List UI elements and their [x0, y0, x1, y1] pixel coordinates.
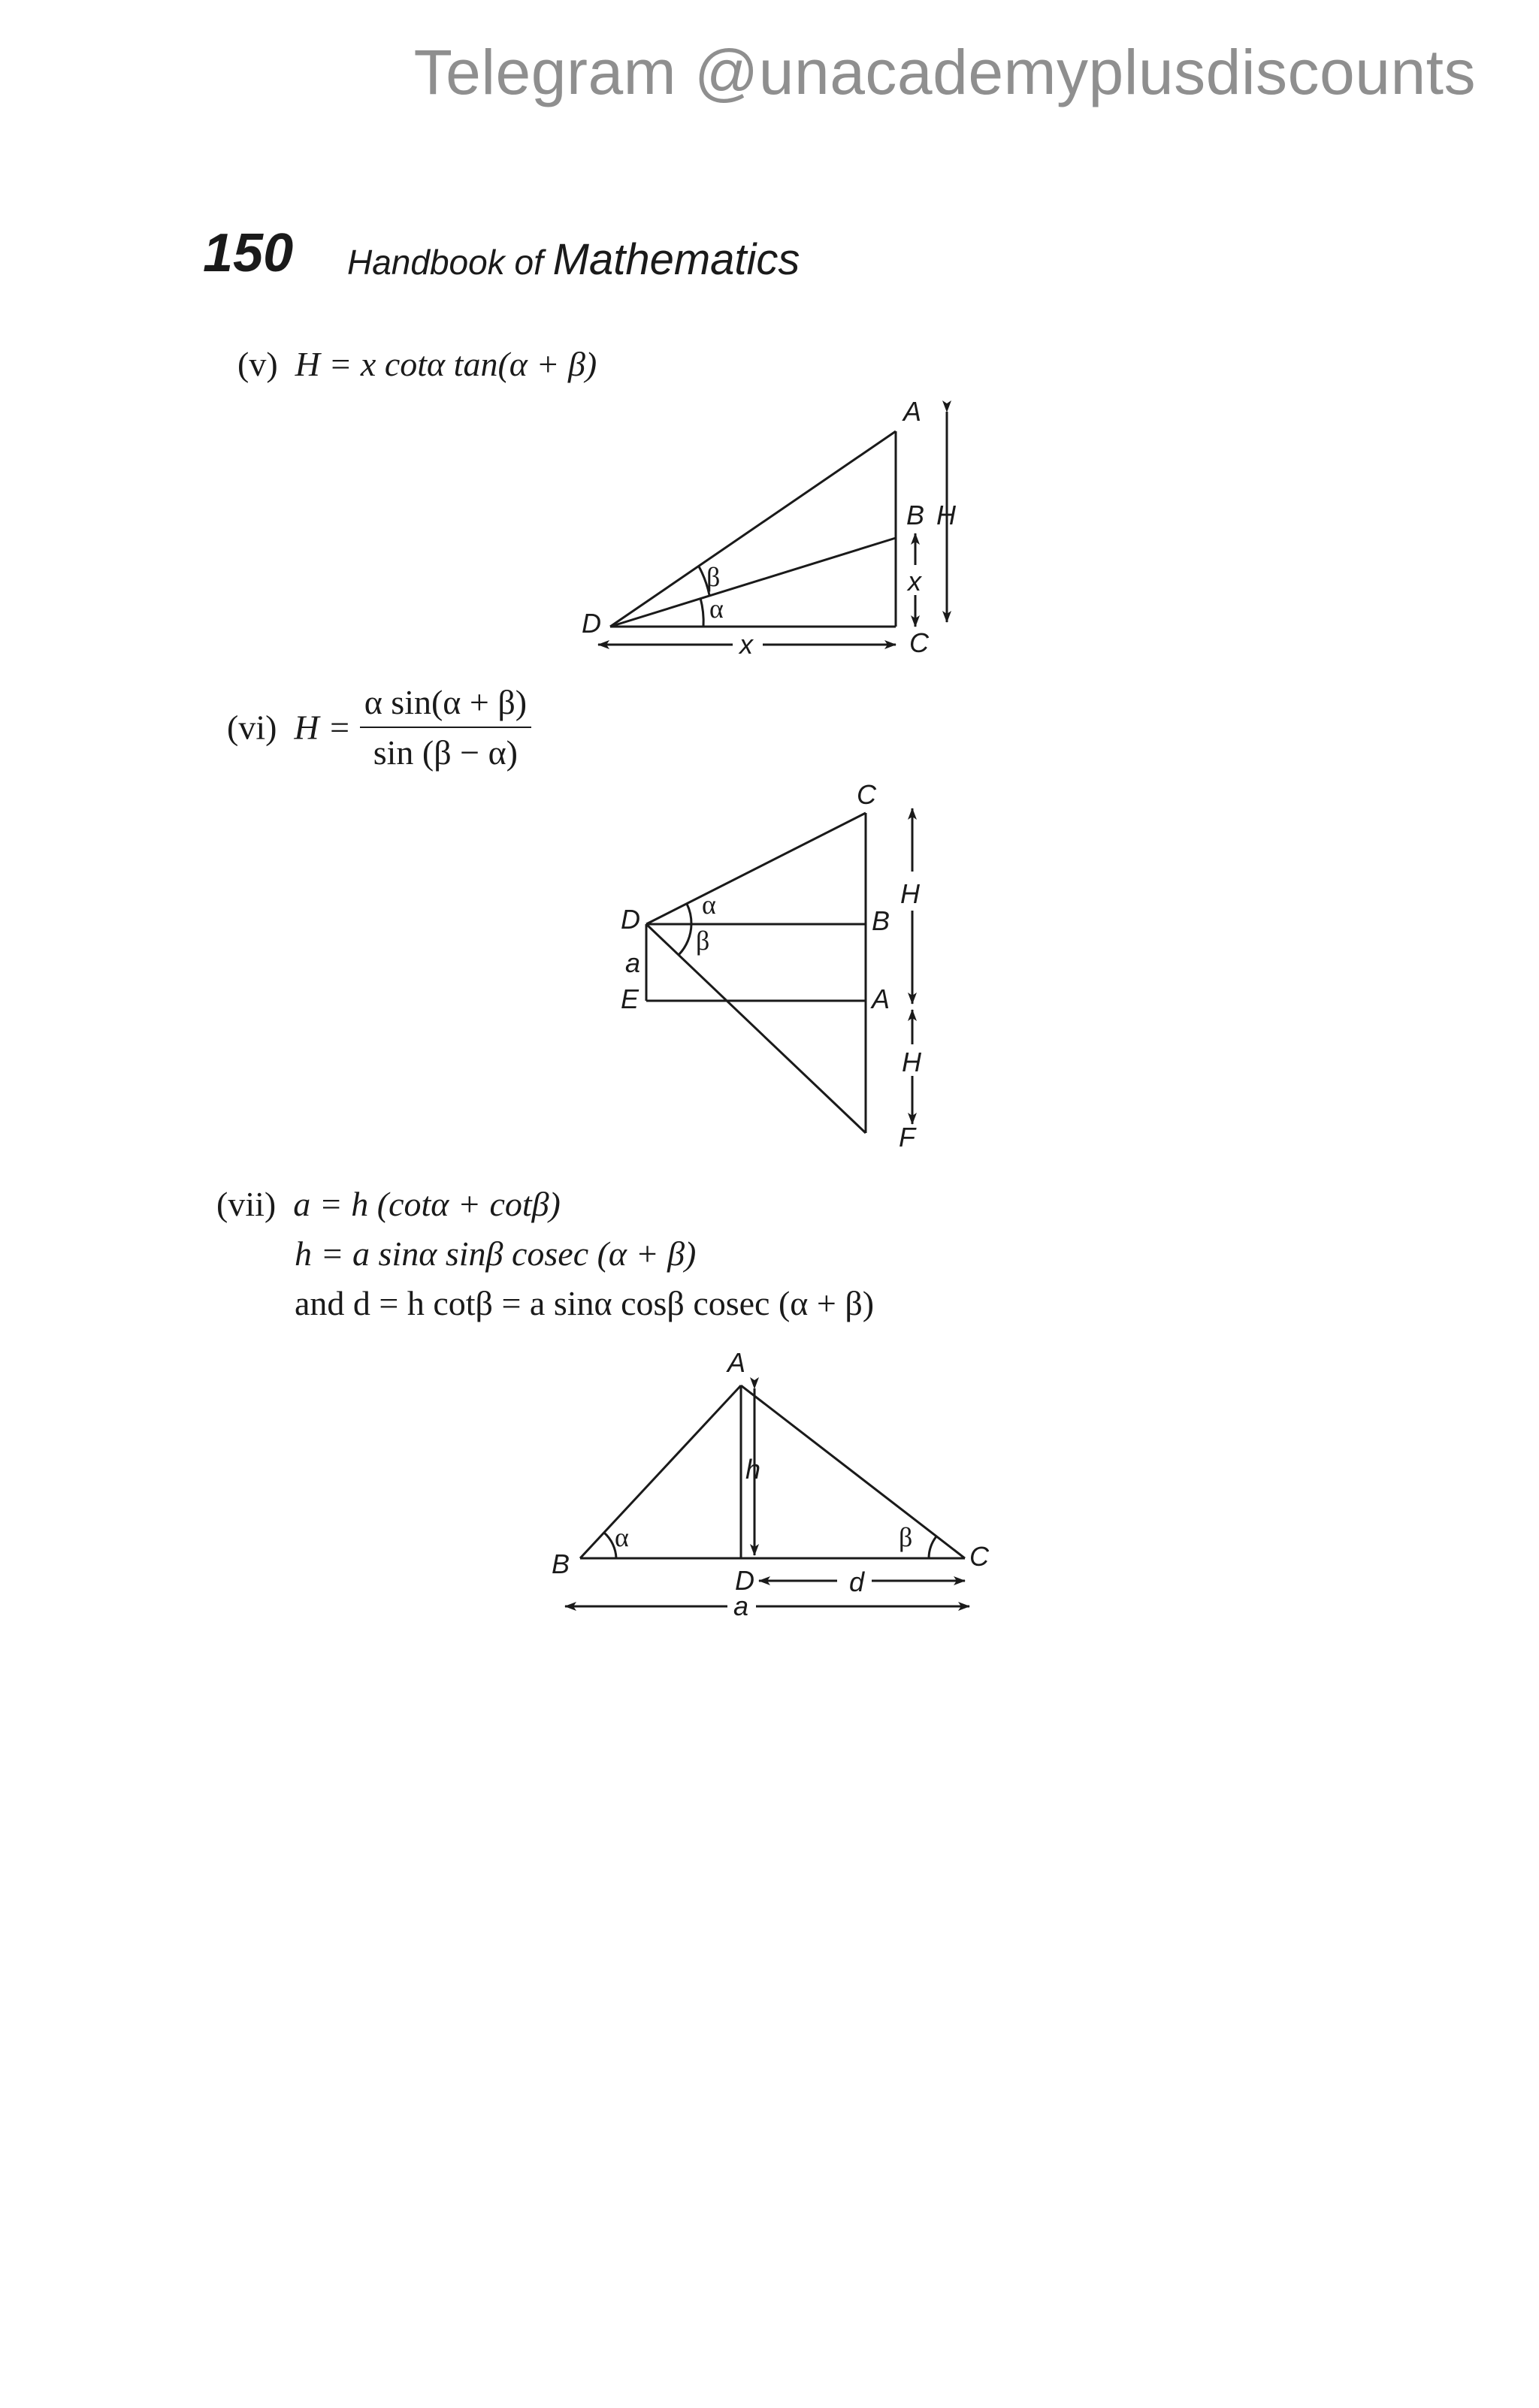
fig-vi-label-E: E [621, 983, 639, 1014]
formula-vi-label: (vi) [227, 708, 277, 747]
fig-vii-angle-beta-arc [929, 1536, 936, 1558]
fig-v-label-alpha: α [709, 594, 724, 624]
fig-vi-line-DC [646, 813, 866, 924]
figure-vi [646, 808, 912, 1133]
fig-v-label-beta: β [706, 562, 721, 592]
fig-vii-label-h: h [745, 1454, 761, 1485]
formula-vi-denominator: sin (β − α) [373, 733, 518, 772]
fig-v-label-H: H [936, 500, 956, 530]
page-number: 150 [203, 223, 294, 283]
fig-vi-label-H-upper: H [900, 878, 920, 909]
fig-vii-label-C: C [969, 1541, 989, 1572]
formula-vii-line2: h = a sinα sinβ cosec (α + β) [295, 1234, 697, 1273]
fig-v-label-B: B [906, 500, 925, 530]
formula-vi-numerator: α sin(α + β) [360, 682, 531, 728]
fig-v-label-x-vertical: x [908, 566, 921, 597]
fig-vi-label-D: D [621, 904, 640, 935]
fig-v-line-DB [610, 538, 896, 627]
fig-vi-angle-beta-arc [679, 924, 691, 955]
fig-vi-angle-alpha-arc [687, 904, 691, 924]
fig-vi-label-A: A [872, 983, 890, 1014]
fig-vi-label-beta: β [696, 926, 710, 956]
fig-v-angle-alpha-arc [700, 598, 703, 627]
formula-vii-label: (vii) [216, 1185, 277, 1223]
fig-v-line-DA [610, 431, 896, 627]
formula-vi-lhs: H = [294, 708, 352, 747]
fig-v-label-x-base: x [739, 629, 753, 660]
fig-vii-label-a: a [733, 1591, 749, 1621]
formula-vii-line1-text: a = h (cotα + cotβ) [293, 1185, 561, 1223]
fig-vii-label-beta: β [899, 1522, 913, 1552]
fig-vii-label-D: D [735, 1565, 754, 1596]
formula-v-label: (v) [237, 345, 278, 383]
watermark: Telegram @unacademyplusdiscounts [413, 37, 1476, 107]
formula-vii-line3: and d = h cotβ = a sinα cosβ cosec (α + β) [295, 1284, 875, 1322]
book-title-main: Mathematics [552, 235, 800, 284]
fig-v-label-C: C [909, 627, 929, 658]
fig-v-label-A: A [903, 396, 922, 427]
fig-vi-label-H-lower: H [902, 1047, 921, 1077]
formula-v-body: H = x cotα tan(α + β) [295, 345, 597, 383]
fig-vi-label-alpha: α [702, 890, 716, 920]
figure-v [598, 412, 947, 645]
fig-vii-label-A: A [727, 1347, 746, 1378]
fig-vi-label-B: B [872, 905, 890, 936]
fig-vi-label-C: C [857, 779, 876, 810]
fig-vii-line-BA [580, 1385, 741, 1558]
fig-vii-line-AC [741, 1385, 965, 1558]
fig-vii-label-alpha: α [615, 1522, 629, 1552]
figure-vii [565, 1385, 969, 1606]
fig-v-label-D: D [582, 608, 601, 639]
fig-vii-label-d: d [849, 1567, 865, 1597]
fig-vi-label-a: a [625, 947, 641, 978]
book-title-prefix: Handbook of [347, 243, 543, 282]
fig-vi-label-F: F [899, 1122, 915, 1153]
fig-vii-label-B: B [552, 1548, 570, 1579]
